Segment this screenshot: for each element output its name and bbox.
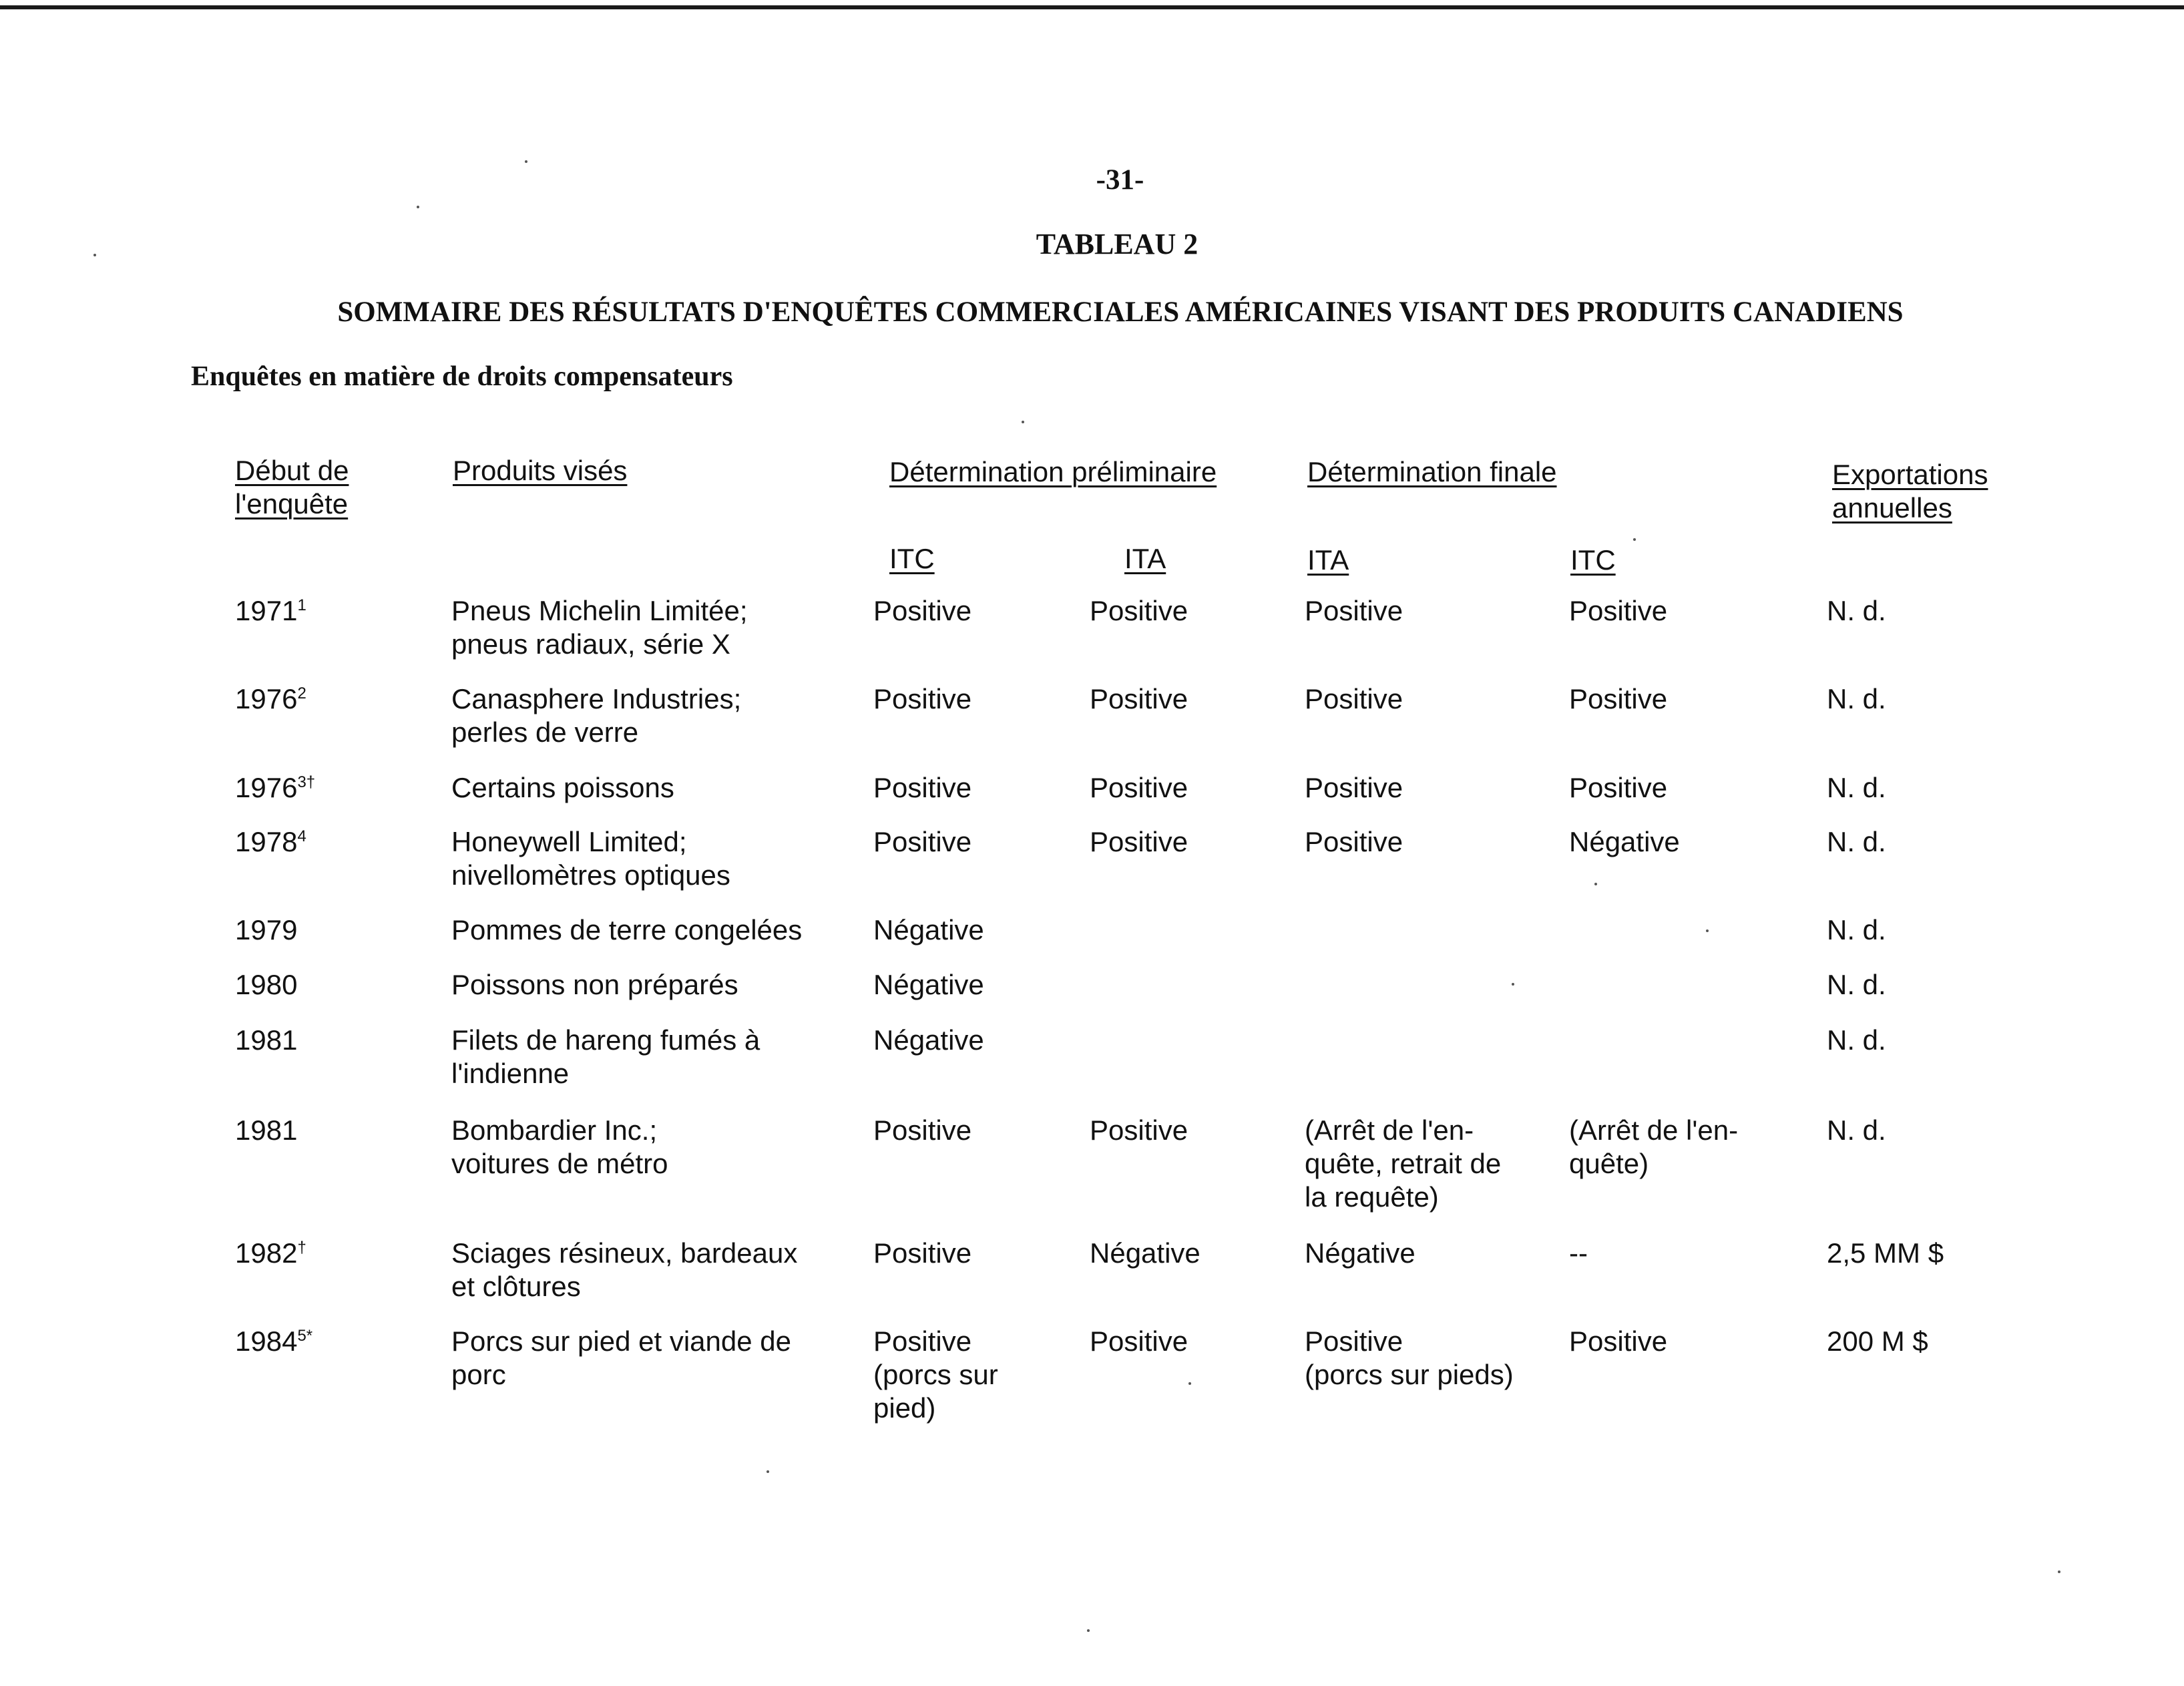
cell-exportations: 2,5 MM $: [1827, 1237, 1944, 1269]
cell-debut: [235, 594, 306, 628]
cell-prelim-ita: Positive: [1090, 1114, 1188, 1146]
cell-final-itc: Positive: [1569, 683, 1668, 714]
cell-debut: [235, 771, 315, 805]
cell-debut: [235, 968, 297, 1002]
cell-produit: Canasphere Industries; perles de verre: [451, 683, 742, 748]
scan-speck: [1188, 1382, 1191, 1385]
cell-prelim-itc: Négative: [873, 914, 984, 945]
cell-exportations: N. d.: [1827, 826, 1886, 857]
year-value: 1981: [235, 1114, 298, 1146]
cell-prelim-ita: Positive: [1090, 1325, 1188, 1357]
page-number: -31-: [1096, 164, 1144, 196]
scan-speck: [1087, 1629, 1090, 1632]
subheader-final-itc: ITC: [1570, 544, 1616, 576]
cell-prelim-ita: Positive: [1090, 772, 1188, 803]
subheader-final-ita: ITA: [1307, 544, 1349, 576]
cell-final-ita: Positive: [1305, 772, 1403, 803]
cell-produit: Pneus Michelin Limitée; pneus radiaux, série X: [451, 595, 748, 660]
cell-prelim-itc: Positive (porcs sur pied): [873, 1325, 998, 1424]
scan-speck: [1512, 983, 1514, 986]
header-produits: Produits visés: [453, 455, 628, 486]
scan-speck: [1706, 929, 1709, 932]
cell-exportations: N. d.: [1827, 1024, 1886, 1056]
cell-debut: [235, 682, 306, 716]
cell-exportations: N. d.: [1827, 595, 1886, 626]
cell-final-itc: Négative: [1569, 826, 1680, 857]
cell-final-ita: (Arrêt de l'en- quête, retrait de la requête): [1305, 1114, 1502, 1213]
scan-speck: [2058, 1570, 2060, 1573]
section-title: Enquêtes en matière de droits compensateurs: [191, 361, 733, 392]
cell-produit: Pommes de terre congelées: [451, 914, 803, 945]
cell-debut: [235, 1114, 297, 1147]
cell-exportations: 200 M $: [1827, 1325, 1928, 1357]
cell-final-itc: Positive: [1569, 1325, 1668, 1357]
cell-produit: Poissons non préparés: [451, 969, 738, 1000]
top-border-rule: [0, 5, 2184, 9]
year-value: 1982: [235, 1237, 298, 1269]
scan-speck: [417, 206, 419, 208]
cell-final-ita: Positive: [1305, 683, 1403, 714]
year-value: 1978: [235, 826, 298, 857]
cell-prelim-ita: Positive: [1090, 595, 1188, 626]
cell-prelim-itc: Positive: [873, 1237, 972, 1269]
year-value: 1979: [235, 914, 298, 945]
year-value: 1976: [235, 683, 298, 714]
footnote-marker: 1: [297, 596, 306, 614]
cell-produit: Porcs sur pied et viande de porc: [451, 1325, 791, 1390]
cell-debut: [235, 1024, 297, 1057]
cell-prelim-ita: Positive: [1090, 826, 1188, 857]
cell-prelim-ita: Positive: [1090, 683, 1188, 714]
footnote-marker: †: [297, 1239, 306, 1257]
year-value: 1976: [235, 772, 298, 803]
cell-produit: Bombardier Inc.; voitures de métro: [451, 1114, 668, 1179]
cell-prelim-itc: Négative: [873, 969, 984, 1000]
scan-speck: [1594, 883, 1597, 885]
cell-debut: [235, 1237, 306, 1270]
cell-final-ita: Positive: [1305, 595, 1403, 626]
cell-exportations: N. d.: [1827, 772, 1886, 803]
cell-final-itc: Positive: [1569, 772, 1668, 803]
header-exportations: Exportations annuelles: [1832, 459, 1988, 523]
footnote-marker: 5*: [297, 1327, 313, 1345]
cell-produit: Filets de hareng fumés à l'indienne: [451, 1024, 760, 1089]
cell-exportations: N. d.: [1827, 969, 1886, 1000]
scan-speck: [525, 160, 527, 163]
cell-final-ita: Négative: [1305, 1237, 1415, 1269]
scan-speck: [767, 1470, 769, 1473]
page-title: SOMMAIRE DES RÉSULTATS D'ENQUÊTES COMMERCIALES AMÉRICAINES VISANT DES PRODUITS CANADIENS: [337, 296, 1904, 328]
scan-speck: [1022, 421, 1024, 423]
cell-debut: [235, 825, 306, 859]
cell-prelim-itc: Positive: [873, 683, 972, 714]
year-value: 1971: [235, 595, 298, 626]
cell-final-itc: (Arrêt de l'en- quête): [1569, 1114, 1739, 1179]
footnote-marker: 4: [297, 827, 306, 845]
cell-prelim-ita: Négative: [1090, 1237, 1200, 1269]
subheader-prelim-ita: ITA: [1124, 543, 1166, 574]
cell-exportations: N. d.: [1827, 1114, 1886, 1146]
cell-produit: Sciages résineux, bardeaux et clôtures: [451, 1237, 798, 1302]
cell-prelim-itc: Positive: [873, 1114, 972, 1146]
cell-prelim-itc: Négative: [873, 1024, 984, 1056]
scan-speck: [93, 254, 96, 256]
cell-debut: [235, 913, 297, 947]
cell-exportations: N. d.: [1827, 683, 1886, 714]
cell-exportations: N. d.: [1827, 914, 1886, 945]
cell-final-itc: --: [1569, 1237, 1588, 1269]
header-debut: Début de l'enquête: [235, 455, 349, 519]
footnote-marker: 3†: [297, 773, 316, 791]
cell-final-ita: Positive (porcs sur pieds): [1305, 1325, 1514, 1390]
scan-speck: [1633, 538, 1636, 541]
cell-final-itc: Positive: [1569, 595, 1668, 626]
year-value: 1981: [235, 1024, 298, 1056]
cell-produit: Honeywell Limited; nivellomètres optiques: [451, 826, 730, 891]
year-value: 1980: [235, 969, 298, 1000]
header-prelim: Détermination préliminaire: [889, 456, 1217, 487]
cell-prelim-itc: Positive: [873, 826, 972, 857]
footnote-marker: 2: [297, 684, 306, 702]
subheader-prelim-itc: ITC: [889, 543, 935, 574]
year-value: 1984: [235, 1325, 298, 1357]
header-finale: Détermination finale: [1307, 456, 1557, 487]
cell-produit: Certains poissons: [451, 772, 674, 803]
cell-prelim-itc: Positive: [873, 772, 972, 803]
cell-debut: [235, 1325, 312, 1358]
cell-prelim-itc: Positive: [873, 595, 972, 626]
cell-final-ita: Positive: [1305, 826, 1403, 857]
table-label: TABLEAU 2: [1036, 228, 1198, 260]
